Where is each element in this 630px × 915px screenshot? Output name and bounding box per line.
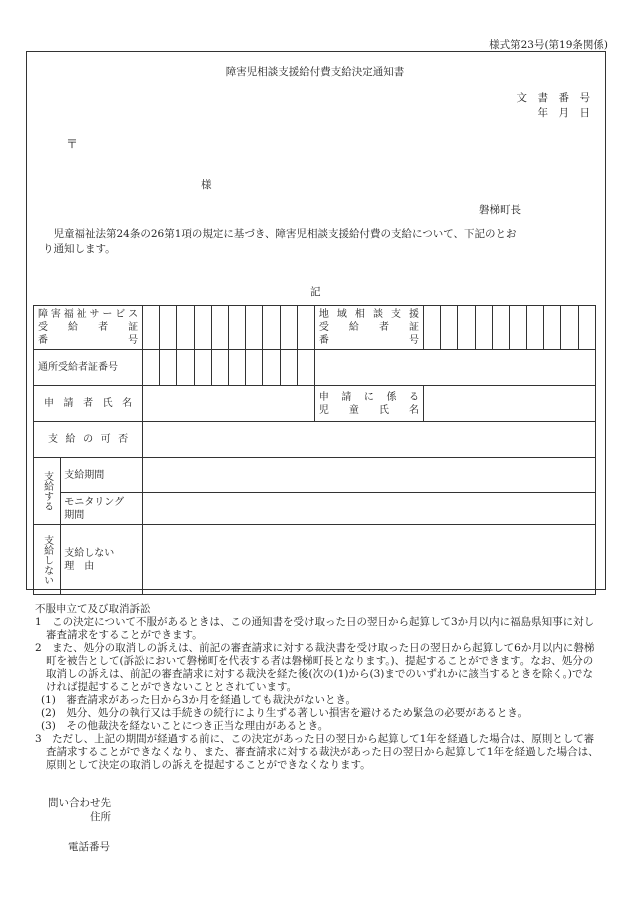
- digit-cell[interactable]: [211, 306, 228, 350]
- approval-label: 支給の可否: [34, 422, 143, 458]
- digit-cell[interactable]: [492, 306, 509, 350]
- postal-mark: 〒: [66, 137, 79, 151]
- day-care-blank: [314, 350, 595, 386]
- child-name-field[interactable]: [424, 386, 596, 422]
- digit-cell[interactable]: [263, 306, 280, 350]
- digit-cell[interactable]: [194, 306, 211, 350]
- no-pay-reason-field[interactable]: [143, 525, 596, 595]
- appeal-subitem-3: (3) その他裁決を経ないことにつき正当な理由があるとき。: [41, 720, 329, 732]
- digit-cell[interactable]: [509, 306, 526, 350]
- digit-cell[interactable]: [578, 306, 595, 350]
- digit-cell[interactable]: [246, 306, 263, 350]
- local-support-number-label: 地域相談支援 受 給 者 証 番 号: [314, 306, 423, 350]
- digit-cell[interactable]: [280, 306, 297, 350]
- issuer: 磐梯町長: [479, 204, 521, 216]
- digit-cell[interactable]: [561, 306, 578, 350]
- addressee-suffix: 様: [201, 179, 212, 191]
- contact-address: 住所: [90, 811, 111, 823]
- approval-field[interactable]: [143, 422, 596, 458]
- appeal-section: [35, 603, 600, 772]
- digit-cell[interactable]: [177, 350, 194, 386]
- ki-label: 記: [310, 286, 321, 298]
- document-title: 障害児相談支援給付費支給決定通知書: [225, 66, 405, 78]
- digit-cell[interactable]: [297, 350, 314, 386]
- applicant-name-label: 申請者氏名: [34, 386, 143, 422]
- contact-phone: 電話番号: [68, 841, 110, 853]
- appeal-subitem-1: (1) 審査請求があった日から3か月を経過しても裁決がないとき。: [41, 694, 357, 706]
- digit-cell[interactable]: [211, 350, 228, 386]
- digit-cell[interactable]: [544, 306, 561, 350]
- digit-cell[interactable]: [441, 306, 458, 350]
- child-name-label: 申請に係る 児 童 氏 名: [314, 386, 423, 422]
- day-care-number-label: 通所受給者証番号: [34, 350, 143, 386]
- contact-label: 問い合わせ先: [48, 797, 111, 809]
- pay-group-label: 支給する: [34, 458, 61, 525]
- monitoring-period-field[interactable]: [143, 493, 596, 525]
- digit-cell[interactable]: [229, 350, 246, 386]
- digit-cell[interactable]: [143, 306, 160, 350]
- intro-line-1: 児童福祉法第24条の26第1項の規定に基づき、障害児相談支援給付費の支給について、下記のとお: [43, 228, 517, 240]
- digit-cell[interactable]: [527, 306, 544, 350]
- document-number-label: 文 書 番 号: [516, 92, 590, 104]
- intro-line-2: り通知します。: [43, 243, 116, 255]
- digit-cell[interactable]: [229, 306, 246, 350]
- decision-table: [33, 305, 596, 595]
- digit-cell[interactable]: [194, 350, 211, 386]
- digit-cell[interactable]: [246, 350, 263, 386]
- no-pay-reason-label: 支給しない 理 由: [61, 525, 143, 595]
- appeal-subitem-2: (2) 処分、処分の執行又は手続きの続行により生ずる著しい損害を避けるため緊急の必要があるとき。: [41, 707, 528, 719]
- digit-cell[interactable]: [475, 306, 492, 350]
- pay-period-field[interactable]: [143, 458, 596, 493]
- digit-cell[interactable]: [424, 306, 441, 350]
- digit-cell[interactable]: [263, 350, 280, 386]
- digit-cell[interactable]: [160, 350, 177, 386]
- digit-cell[interactable]: [160, 306, 177, 350]
- no-pay-group-label: 支給しない: [34, 525, 61, 595]
- digit-cell[interactable]: [177, 306, 194, 350]
- form-reference: 様式第23号(第19条関係): [489, 39, 608, 51]
- applicant-name-field[interactable]: [143, 386, 315, 422]
- digit-cell[interactable]: [143, 350, 160, 386]
- pay-period-label: 支給期間: [61, 458, 143, 493]
- appeal-heading: 不服申立て及び取消訴訟: [35, 603, 151, 615]
- digit-cell[interactable]: [280, 350, 297, 386]
- appeal-item-2: 2 また、処分の取消しの訴えは、前記の審査請求に対する裁決書を受け取った日の翌日から起算して6か月以内に磐梯町を被告として(訴訟において磐梯町を代表する者は磐梯町長となります。)、提起することができます。なお、処分の取消しの訴えは、前記の審査請求に対する裁決を経た後(次の(1)から(3)までのいずれかに該当するときを除く。)でなければ提起することができないこととされています。: [35, 642, 595, 693]
- digit-cell[interactable]: [297, 306, 314, 350]
- digit-cell[interactable]: [458, 306, 475, 350]
- monitoring-period-label: モニタリング 期間: [61, 493, 143, 525]
- recipient-number-label: 障害福祉サービス 受 給 者 証 番 号: [34, 306, 143, 350]
- appeal-item-1: 1 この決定について不服があるときは、この通知書を受け取った日の翌日から起算して3か月以内に福島県知事に対し審査請求をすることができます。: [35, 616, 595, 641]
- date-label: 年 月 日: [537, 107, 590, 119]
- appeal-item-3: 3 ただし、上記の期間が経過する前に、この決定があった日の翌日から起算して1年を経過した場合は、原則として審査請求することができなくなり、また、審査請求に対する裁決があった日の翌日から起算して1年を経過した場合は、原則として決定の取消しの訴えを提起することができなくなります。: [35, 733, 599, 771]
